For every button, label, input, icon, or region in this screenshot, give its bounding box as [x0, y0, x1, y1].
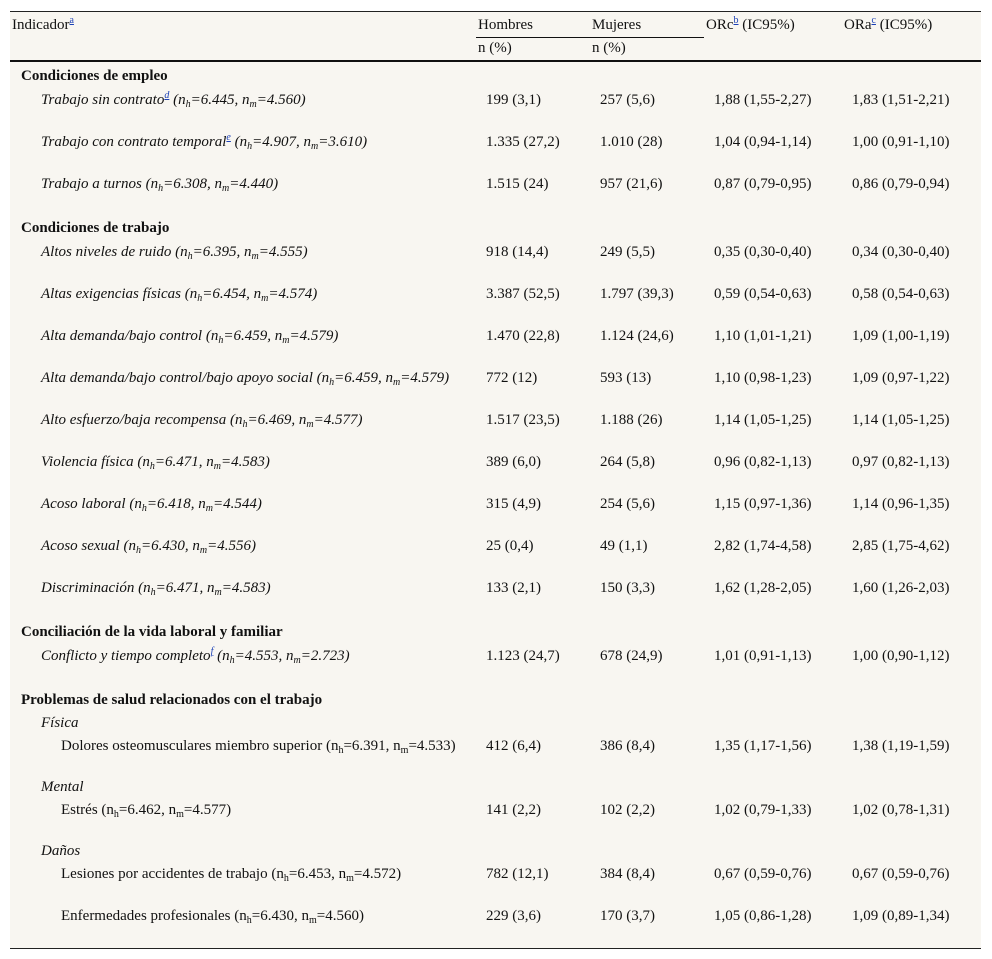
table-row — [10, 904, 981, 946]
results-table-container — [10, 11, 981, 949]
table-row — [10, 492, 981, 534]
indicator-label: Acoso laboral ($n_h=6.418$, $n_m=4.544$) — [41, 496, 262, 514]
results-table — [10, 12, 981, 946]
women-value: 249 (5,5) — [600, 244, 655, 260]
women-value: 49 (1,1) — [600, 538, 648, 554]
men-value: 918 (14,4) — [486, 244, 549, 260]
ora-header: ORa$^c$ (IC95%) — [844, 15, 933, 33]
ora-value: 1,60 (1,26-2,03) — [852, 580, 950, 596]
women-value: 957 (21,6) — [600, 176, 663, 192]
ora-value: 1,38 (1,19-1,59) — [852, 738, 950, 754]
indicator-label: Altas exigencias físicas ($n_h=6.454$, $n_m=4.574$) — [41, 286, 318, 304]
indicator-label: Enfermedades profesionales ($n_h=6.430$, $n_m=4.560$) — [61, 908, 364, 926]
ora-value: 0,34 (0,30-0,40) — [852, 244, 950, 260]
section-heading: Condiciones de trabajo — [21, 220, 170, 236]
men-value: 389 (6,0) — [486, 454, 541, 470]
subsection-heading: Daños — [41, 843, 81, 859]
women-value: 384 (8,4) — [600, 866, 655, 882]
table-row — [10, 534, 981, 576]
indicator-label: Altos niveles de ruido ($n_h=6.395$, $n_m=4.555$) — [41, 244, 308, 262]
men-value: 133 (2,1) — [486, 580, 541, 596]
ora-value: 1,83 (1,51-2,21) — [852, 92, 950, 108]
table-row — [10, 576, 981, 618]
table-row — [10, 172, 981, 214]
table-row — [10, 862, 981, 904]
women-value: 386 (8,4) — [600, 738, 655, 754]
table-row — [10, 798, 981, 840]
orc-value: 1,62 (1,28-2,05) — [714, 580, 812, 596]
ora-value: 1,00 (0,90-1,12) — [852, 648, 950, 664]
orc-value: 1,02 (0,79-1,33) — [714, 802, 812, 818]
men-value: 1.335 (27,2) — [486, 134, 560, 150]
footnote-link-c[interactable]: c — [871, 15, 876, 26]
orc-value: 1,14 (1,05-1,25) — [714, 412, 812, 428]
table-row — [10, 282, 981, 324]
header-row-1 — [10, 12, 981, 38]
table-row — [10, 408, 981, 450]
men-header: Hombres — [476, 12, 590, 38]
orc-value: 2,82 (1,74-4,58) — [714, 538, 812, 554]
ora-value: 1,02 (0,78-1,31) — [852, 802, 950, 818]
table-row — [10, 240, 981, 282]
footnote-link-a[interactable]: a — [69, 15, 74, 26]
ora-value: 2,85 (1,75-4,62) — [852, 538, 950, 554]
men-n-pct-header: n (%) — [478, 40, 512, 56]
men-value: 782 (12,1) — [486, 866, 549, 882]
men-value: 141 (2,2) — [486, 802, 541, 818]
orc-value: 1,04 (0,94-1,14) — [714, 134, 812, 150]
table-row — [10, 324, 981, 366]
orc-value: 0,35 (0,30-0,40) — [714, 244, 812, 260]
women-value: 257 (5,6) — [600, 92, 655, 108]
indicator-label: Discriminación ($n_h=6.471$, $n_m=4.583$) — [41, 580, 271, 598]
footnote-link-d[interactable]: d — [164, 90, 170, 101]
men-value: 1.517 (23,5) — [486, 412, 560, 428]
women-value: 593 (13) — [600, 370, 652, 386]
orc-value: 0,59 (0,54-0,63) — [714, 286, 812, 302]
indicator-label: Violencia física ($n_h=6.471$, $n_m=4.583$) — [41, 454, 270, 472]
indicator-label: Dolores osteomusculares miembro superior ($n_h=6.391$, $n_m=4.533$) — [61, 738, 456, 756]
ora-value: 1,09 (0,89-1,34) — [852, 908, 950, 924]
indicator-label: Trabajo a turnos ($n_h=6.308$, $n_m=4.440$) — [41, 176, 279, 194]
table-row — [10, 130, 981, 172]
table-row — [10, 734, 981, 776]
men-value: 199 (3,1) — [486, 92, 541, 108]
ora-value: 1,14 (1,05-1,25) — [852, 412, 950, 428]
women-value: 170 (3,7) — [600, 908, 655, 924]
table-row — [10, 88, 981, 130]
footnote-link-b[interactable]: b — [733, 15, 739, 26]
section-heading: Conciliación de la vida laboral y familiar — [21, 624, 283, 640]
women-n-pct-header: n (%) — [592, 40, 626, 56]
section-heading: Condiciones de empleo — [21, 68, 168, 84]
ora-value: 1,00 (0,91-1,10) — [852, 134, 950, 150]
ora-value: 0,67 (0,59-0,76) — [852, 866, 950, 882]
orc-value: 1,05 (0,86-1,28) — [714, 908, 812, 924]
section-heading: Problemas de salud relacionados con el trabajo — [21, 692, 323, 708]
indicator-label: Conflicto y tiempo completo$^f$ ($n_h=4.553$, $n_m=2.723$) — [41, 646, 350, 666]
subsection-heading: Física — [41, 715, 79, 731]
women-value: 678 (24,9) — [600, 648, 663, 664]
men-value: 1.470 (22,8) — [486, 328, 560, 344]
orc-value: 0,87 (0,79-0,95) — [714, 176, 812, 192]
orc-value: 1,88 (1,55-2,27) — [714, 92, 812, 108]
women-value: 150 (3,3) — [600, 580, 655, 596]
women-value: 1.797 (39,3) — [600, 286, 674, 302]
indicator-label: Trabajo con contrato temporal$^e$ ($n_h=4.907$, $n_m=3.610$) — [41, 132, 368, 152]
orc-value: 0,67 (0,59-0,76) — [714, 866, 812, 882]
ora-value: 0,58 (0,54-0,63) — [852, 286, 950, 302]
men-value: 25 (0,4) — [486, 538, 534, 554]
men-value: 3.387 (52,5) — [486, 286, 560, 302]
women-value: 102 (2,2) — [600, 802, 655, 818]
men-value: 772 (12) — [486, 370, 538, 386]
women-value: 264 (5,8) — [600, 454, 655, 470]
orc-value: 1,10 (0,98-1,23) — [714, 370, 812, 386]
orc-value: 0,96 (0,82-1,13) — [714, 454, 812, 470]
women-value: 1.124 (24,6) — [600, 328, 674, 344]
indicator-label: Estrés ($n_h=6.462$, $n_m=4.577$) — [61, 802, 232, 820]
indicator-label: Alto esfuerzo/baja recompensa ($n_h=6.469$, $n_m=4.577$) — [41, 412, 363, 430]
men-value: 412 (6,4) — [486, 738, 541, 754]
indicator-label: Trabajo sin contrato$^d$ ($n_h=6.445$, $n_m=4.560$) — [41, 90, 306, 110]
table-row — [10, 644, 981, 686]
orc-value: 1,35 (1,17-1,56) — [714, 738, 812, 754]
men-value: 229 (3,6) — [486, 908, 541, 924]
men-value: 315 (4,9) — [486, 496, 541, 512]
indicator-label: Acoso sexual ($n_h=6.430$, $n_m=4.556$) — [41, 538, 256, 556]
subsection-heading: Mental — [41, 779, 84, 795]
orc-value: 1,15 (0,97-1,36) — [714, 496, 812, 512]
indicator-label: Lesiones por accidentes de trabajo ($n_h=6.453$, $n_m=4.572$) — [61, 866, 402, 884]
women-header: Mujeres — [590, 12, 704, 38]
men-value: 1.515 (24) — [486, 176, 549, 192]
women-value: 1.188 (26) — [600, 412, 663, 428]
footnote-link-f[interactable]: f — [210, 646, 214, 657]
table-row — [10, 450, 981, 492]
ora-value: 0,86 (0,79-0,94) — [852, 176, 950, 192]
ora-value: 1,09 (0,97-1,22) — [852, 370, 950, 386]
orc-value: 1,01 (0,91-1,13) — [714, 648, 812, 664]
ora-value: 0,97 (0,82-1,13) — [852, 454, 950, 470]
indicator-label: Alta demanda/bajo control/bajo apoyo social ($n_h=6.459$, $n_m=4.579$) — [41, 370, 450, 388]
ora-value: 1,14 (0,96-1,35) — [852, 496, 950, 512]
indicator-label: Alta demanda/bajo control ($n_h=6.459$, $n_m=4.579$) — [41, 328, 339, 346]
women-value: 254 (5,6) — [600, 496, 655, 512]
orc-value: 1,10 (1,01-1,21) — [714, 328, 812, 344]
men-value: 1.123 (24,7) — [486, 648, 560, 664]
table-row — [10, 366, 981, 408]
orc-header: ORc$^b$ (IC95%) — [706, 15, 795, 33]
header-row-2 — [10, 38, 981, 62]
indicator-header: Indicador$^a$ — [12, 15, 74, 33]
footnote-link-e[interactable]: e — [226, 132, 231, 143]
ora-value: 1,09 (1,00-1,19) — [852, 328, 950, 344]
women-value: 1.010 (28) — [600, 134, 663, 150]
